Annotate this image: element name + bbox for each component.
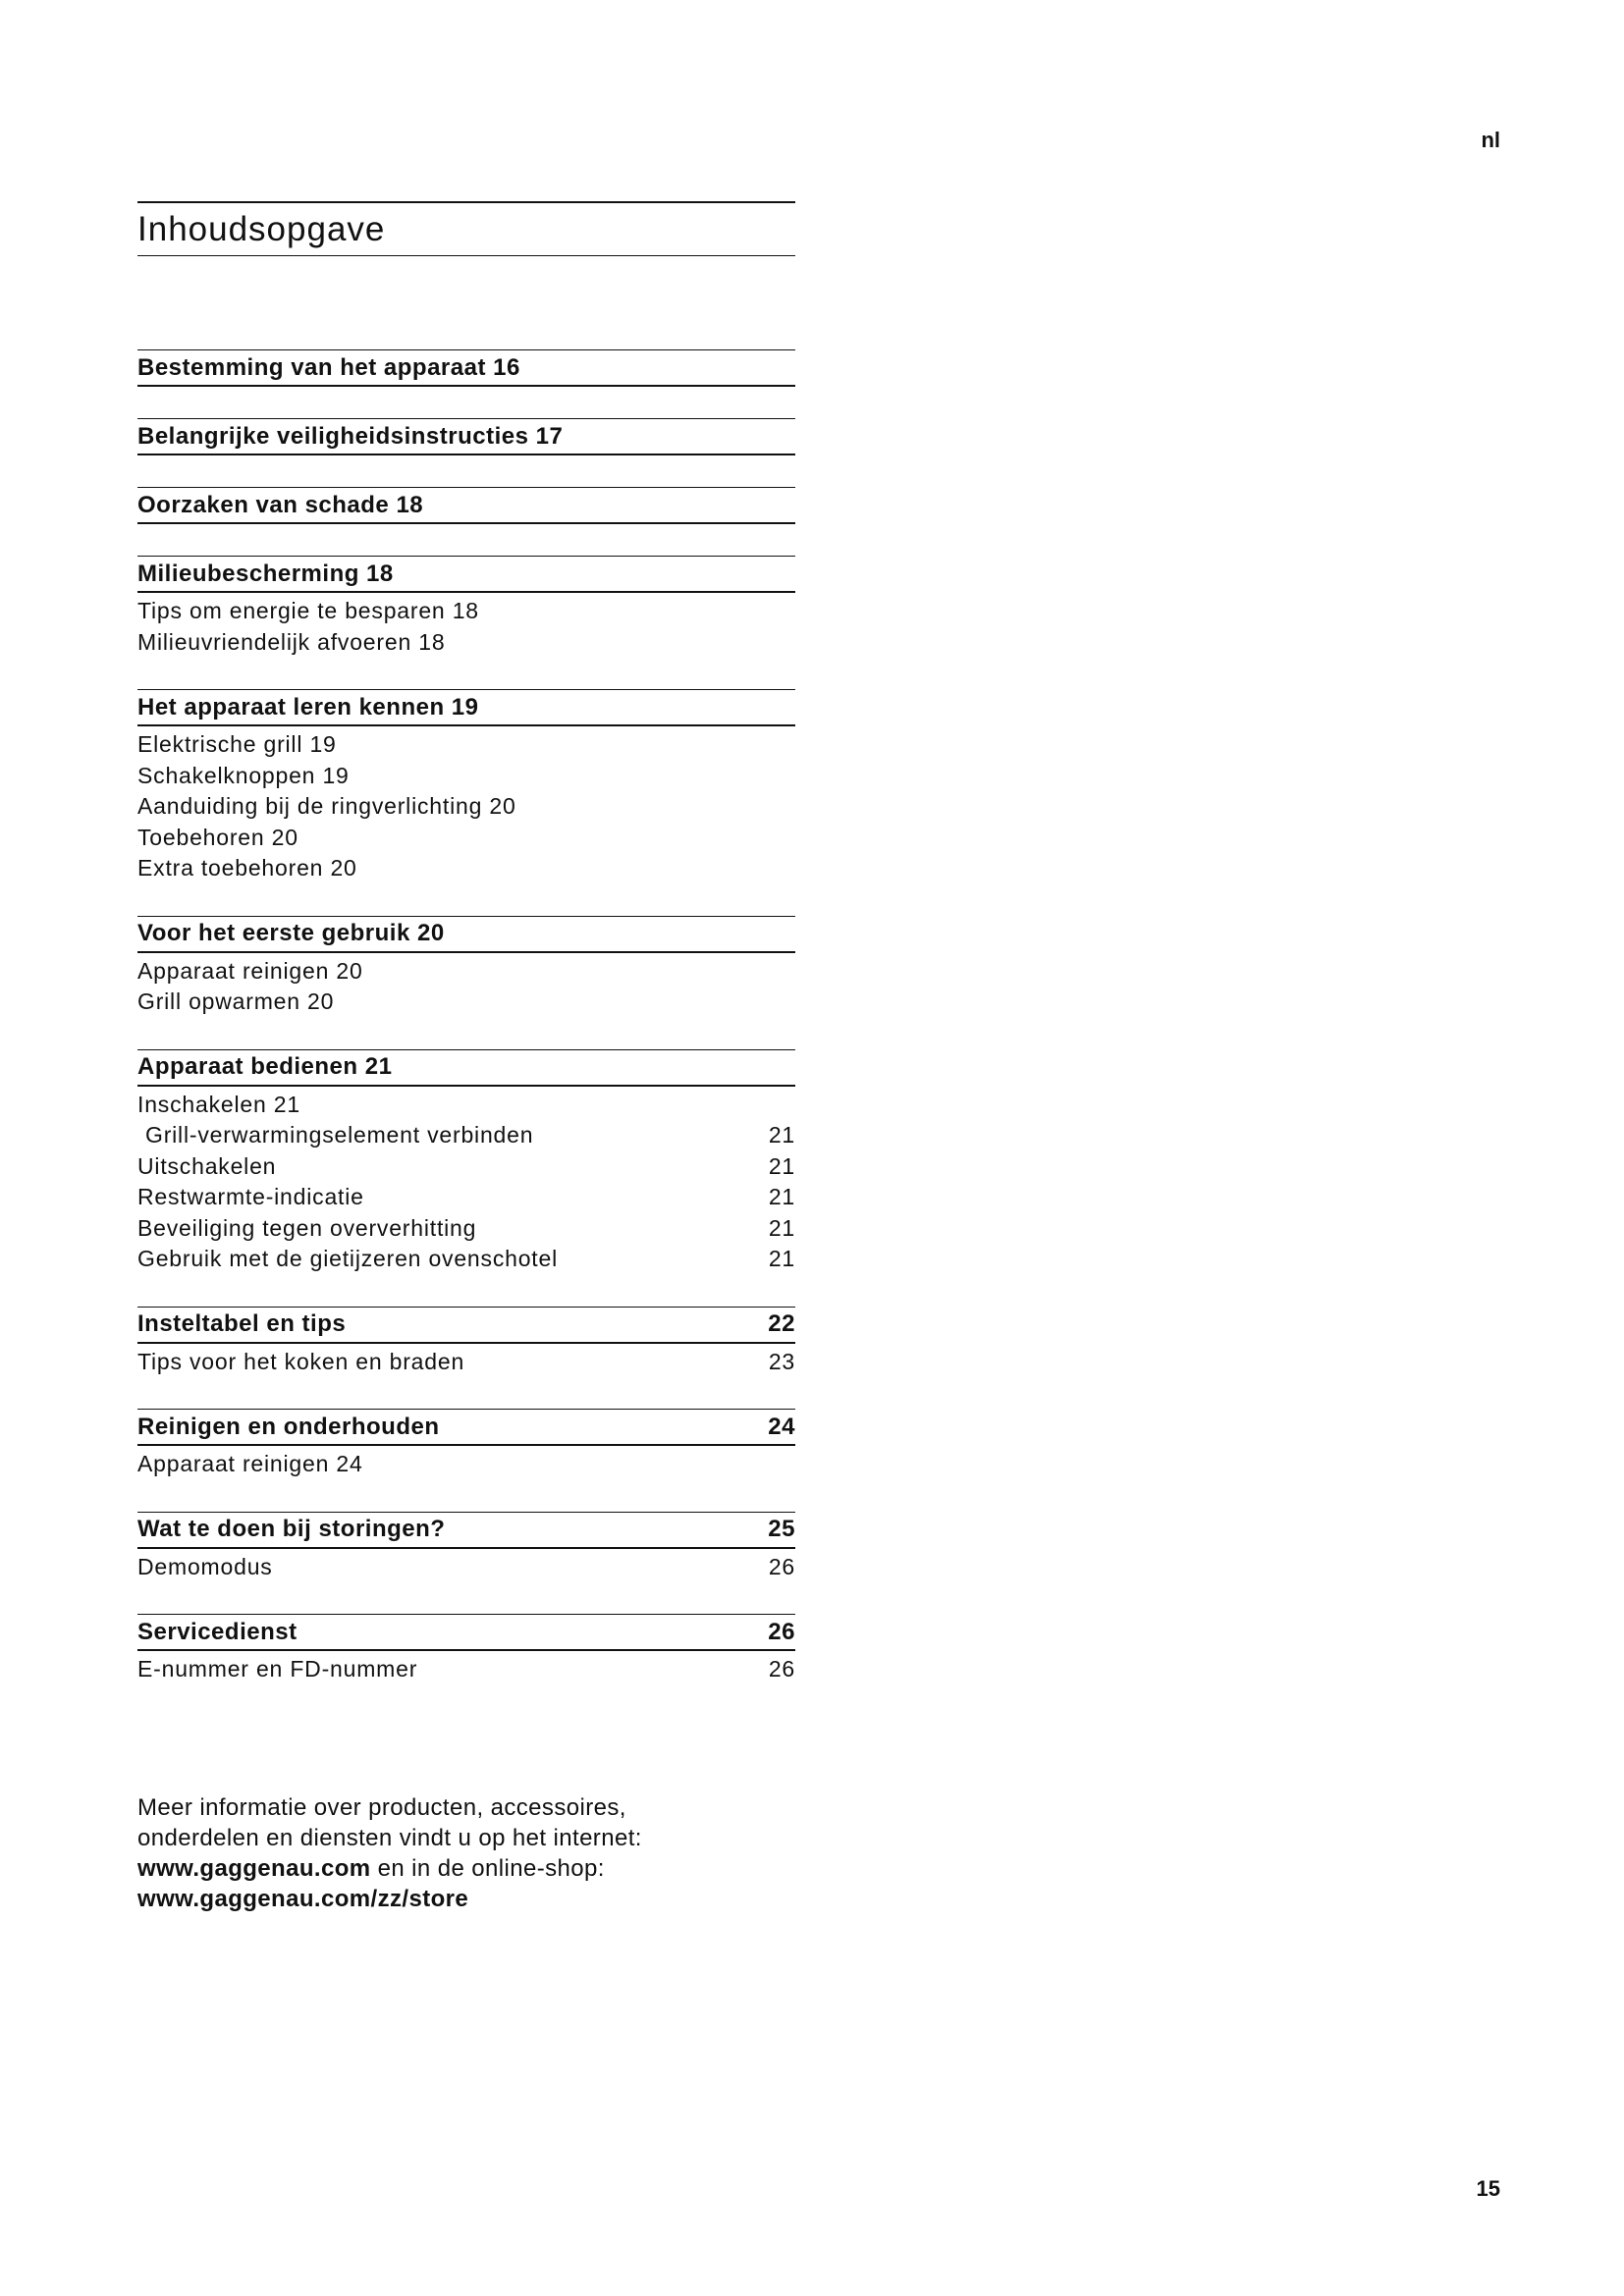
toc-section-page: 26 — [768, 1618, 795, 1645]
toc-section-title: Het apparaat leren kennen 19 — [137, 693, 479, 721]
info-line-2: onderdelen en diensten vindt u op het internet: — [137, 1825, 642, 1851]
toc-subentries — [137, 1446, 795, 1480]
more-info-text — [137, 1792, 825, 1914]
toc-subentry[interactable] — [137, 596, 795, 627]
toc-section-heading[interactable] — [137, 1614, 795, 1651]
toc-section — [137, 556, 795, 658]
toc-section-title: Oorzaken van schade 18 — [137, 491, 424, 518]
toc-section-title: Wat te doen bij storingen? — [137, 1516, 446, 1542]
toc-subentry[interactable] — [137, 987, 795, 1018]
toc-subentry-text: Apparaat reinigen 20 — [137, 957, 363, 984]
toc-subentry-text: Aanduiding bij de ringverlichting 20 — [137, 793, 516, 819]
toc-subentry-text: Uitschakelen — [137, 1152, 277, 1179]
toc-section — [137, 689, 795, 884]
toc-subentry-page: 26 — [768, 1553, 795, 1579]
toc-section-title: Insteltabel en tips — [137, 1310, 347, 1337]
table-of-contents — [137, 201, 795, 1717]
toc-subentries — [137, 1549, 795, 1583]
toc-subentry[interactable] — [137, 791, 795, 823]
toc-subentry-page: 21 — [768, 1246, 795, 1271]
toc-section — [137, 1409, 795, 1480]
toc-title-block — [137, 201, 795, 256]
info-line-3 — [137, 1853, 825, 1884]
toc-subentry[interactable] — [137, 823, 795, 854]
toc-subentry-page: 21 — [768, 1214, 795, 1241]
toc-section — [137, 1049, 795, 1275]
toc-subentry-text: Tips om energie te besparen 18 — [137, 598, 479, 623]
page-number: 15 — [1476, 2176, 1500, 2201]
toc-section — [137, 487, 795, 524]
toc-section — [137, 349, 795, 387]
toc-subentry[interactable] — [137, 1182, 795, 1213]
toc-subentry[interactable] — [137, 956, 795, 988]
toc-subentry[interactable] — [137, 729, 795, 761]
toc-subentry[interactable] — [137, 627, 795, 659]
toc-subentries — [137, 1087, 795, 1275]
toc-section — [137, 916, 795, 1018]
toc-subentries — [137, 726, 795, 884]
toc-subentry-text: Toebehoren 20 — [137, 824, 298, 850]
info-line-1: Meer informatie over producten, accessoires, — [137, 1794, 626, 1821]
website-link[interactable]: www.gaggenau.com — [137, 1855, 371, 1882]
toc-subentries — [137, 953, 795, 1018]
toc-subentries — [137, 1651, 795, 1685]
language-code: nl — [1481, 128, 1500, 152]
toc-section-title: Milieubescherming 18 — [137, 560, 394, 587]
toc-subentry[interactable] — [137, 853, 795, 884]
toc-section — [137, 1512, 795, 1583]
toc-section-title: Bestemming van het apparaat 16 — [137, 353, 520, 381]
toc-subentry[interactable] — [137, 1449, 795, 1480]
toc-subentries — [137, 1344, 795, 1378]
toc-subentry[interactable] — [137, 1090, 795, 1121]
toc-subentry-page: 21 — [768, 1184, 795, 1209]
toc-subentry-text: Grill opwarmen 20 — [137, 988, 335, 1014]
toc-section-heading[interactable] — [137, 487, 795, 524]
toc-subentry-text: Beveiliging tegen oververhitting — [137, 1214, 477, 1241]
toc-subentry-text: Elektrische grill 19 — [137, 731, 337, 757]
toc-subentry[interactable] — [137, 761, 795, 792]
toc-subentry-text: Demomodus — [137, 1553, 273, 1579]
toc-subentry-text: E-nummer en FD-nummer — [137, 1656, 418, 1682]
toc-section-title: Belangrijke veiligheidsinstructies 17 — [137, 422, 564, 450]
toc-section — [137, 1614, 795, 1685]
toc-subentry-text: Extra toebehoren 20 — [137, 855, 357, 881]
toc-section-title: Voor het eerste gebruik 20 — [137, 920, 445, 946]
toc-section-heading[interactable] — [137, 1307, 795, 1344]
toc-sections — [137, 349, 795, 1685]
toc-subentry-text: Schakelknoppen 19 — [137, 762, 350, 788]
info-line-4 — [137, 1884, 825, 1914]
toc-section-title: Apparaat bedienen 21 — [137, 1053, 393, 1080]
toc-subentry[interactable] — [137, 1552, 795, 1583]
toc-subentry[interactable] — [137, 1213, 795, 1245]
toc-section-page: 24 — [768, 1413, 795, 1440]
toc-section-title: Servicedienst — [137, 1618, 298, 1645]
toc-subentry-text: Milieuvriendelijk afvoeren 18 — [137, 628, 446, 655]
info-line-3-rest: en in de online-shop: — [370, 1855, 605, 1882]
toc-subentry-text: Grill-verwarmingselement verbinden — [145, 1122, 534, 1148]
toc-section-heading[interactable] — [137, 556, 795, 593]
toc-section-heading[interactable] — [137, 916, 795, 953]
toc-subentry-text: Tips voor het koken en braden — [137, 1348, 465, 1374]
toc-subentry[interactable] — [137, 1654, 795, 1685]
toc-section — [137, 1307, 795, 1378]
toc-subentry-page: 23 — [768, 1348, 795, 1374]
toc-section-heading[interactable] — [137, 1409, 795, 1446]
toc-subentry[interactable] — [137, 1347, 795, 1378]
toc-subentry-text: Apparaat reinigen 24 — [137, 1451, 363, 1476]
toc-section-heading[interactable] — [137, 418, 795, 455]
toc-section-heading[interactable] — [137, 1049, 795, 1087]
toc-subentry-text: Inschakelen 21 — [137, 1091, 300, 1117]
toc-subentry-text: Restwarmte-indicatie — [137, 1184, 364, 1209]
toc-section-heading[interactable] — [137, 689, 795, 726]
page-title: Inhoudsopgave — [137, 210, 386, 248]
toc-subentry-page: 21 — [768, 1152, 795, 1179]
toc-subentry-page: 21 — [768, 1122, 795, 1148]
toc-subentry[interactable] — [137, 1151, 795, 1183]
toc-section-page: 22 — [768, 1310, 795, 1337]
toc-section-page: 25 — [768, 1516, 795, 1542]
toc-section — [137, 418, 795, 455]
toc-section-heading[interactable] — [137, 1512, 795, 1549]
toc-section-heading[interactable] — [137, 349, 795, 387]
toc-subentries — [137, 593, 795, 658]
store-link[interactable]: www.gaggenau.com/zz/store — [137, 1886, 469, 1912]
toc-subentry-page: 26 — [768, 1656, 795, 1682]
toc-subentry[interactable] — [137, 1244, 795, 1275]
toc-section-title: Reinigen en onderhouden — [137, 1413, 440, 1440]
toc-subentry[interactable] — [137, 1120, 795, 1151]
toc-subentry-text: Gebruik met de gietijzeren ovenschotel — [137, 1246, 559, 1271]
